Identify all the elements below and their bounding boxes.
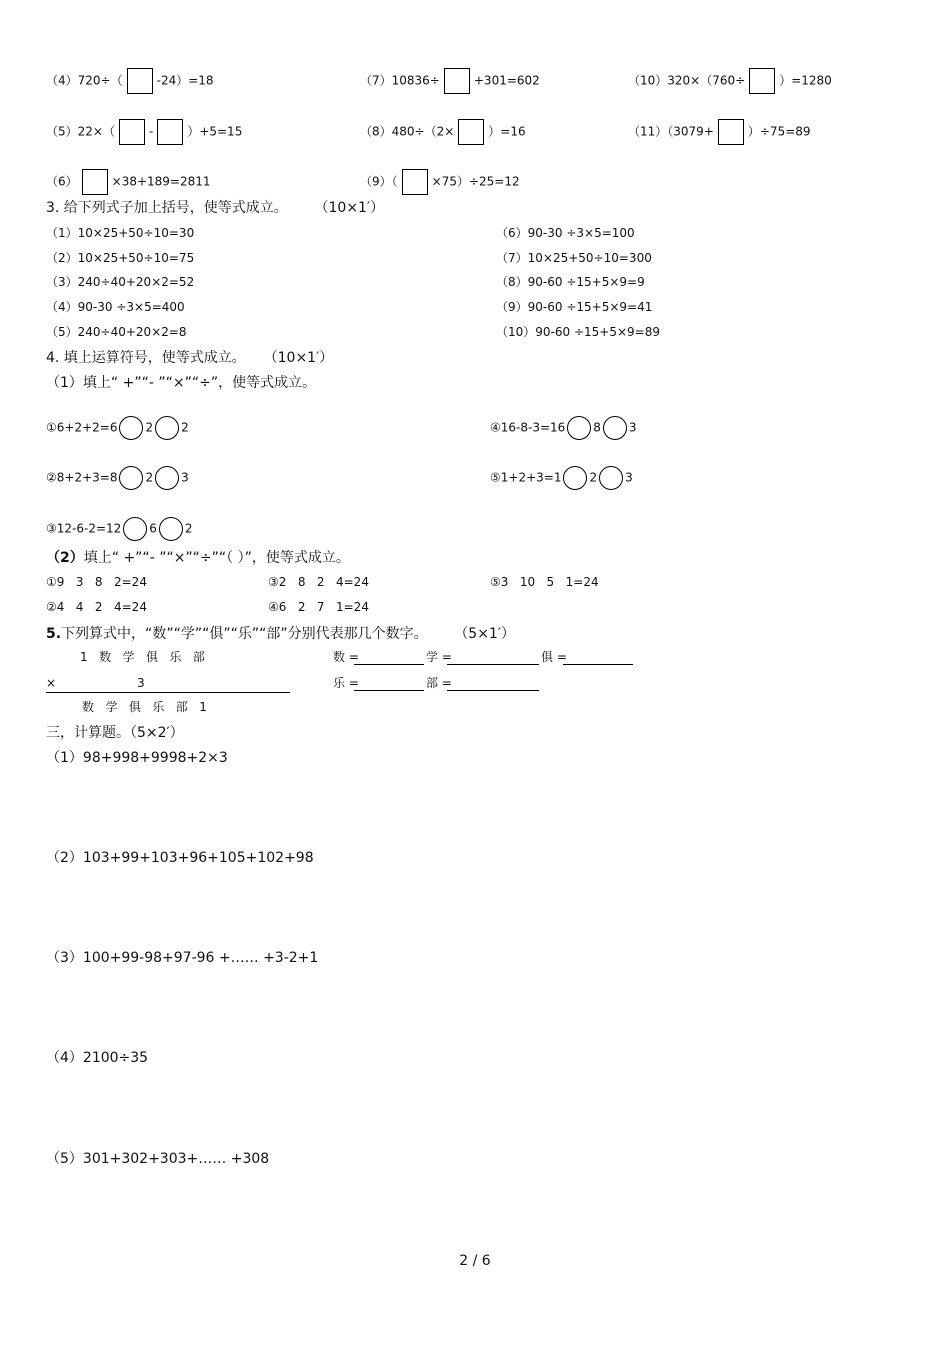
- puzzle-4: ④6 2 7 1=24: [268, 600, 369, 614]
- operator-circle[interactable]: [159, 517, 183, 541]
- sec3-item: （4）90-30 ÷3×5=400: [46, 300, 185, 314]
- q7-text-b: +301=602: [473, 73, 540, 88]
- sec3-item: （6）90-30 ÷3×5=100: [496, 226, 635, 240]
- operator-circle[interactable]: [599, 466, 623, 490]
- q4-text-b: -24）=18: [156, 73, 214, 88]
- operator-circle[interactable]: [119, 416, 143, 440]
- circle-eq-2-mid: 2: [145, 470, 154, 485]
- le-label: 乐 =: [333, 676, 359, 690]
- q4: [46, 68, 214, 94]
- answer-box[interactable]: [718, 119, 744, 145]
- operator-circle[interactable]: [123, 517, 147, 541]
- sec4-sub2: [46, 550, 350, 566]
- shu-answer-blank[interactable]: [354, 664, 424, 665]
- answer-box[interactable]: [127, 68, 153, 94]
- q5-text-c: ）+5=15: [187, 124, 243, 139]
- circle-eq-1: [46, 416, 189, 440]
- answer-box[interactable]: [119, 119, 145, 145]
- circle-eq-5: [490, 466, 633, 490]
- sec4-sub2-num: （2）: [46, 550, 84, 566]
- circle-eq-3-left: ③12-6-2=12: [46, 521, 122, 536]
- calc-item: （4）2100÷35: [46, 1050, 149, 1066]
- xue-label: 学 =: [426, 650, 452, 664]
- q8: [360, 119, 526, 145]
- circle-eq-4-end: 3: [628, 420, 637, 435]
- sec5-num: 5.: [46, 626, 62, 642]
- puzzle-1: ①9 3 8 2=24: [46, 575, 147, 589]
- answer-box[interactable]: [402, 169, 428, 195]
- sec5-title: [46, 626, 515, 642]
- sec3-score: （10×1′）: [314, 200, 385, 216]
- q10: [628, 68, 832, 94]
- q5-text-a: （5）22×（: [46, 124, 115, 139]
- le-answer-blank[interactable]: [354, 690, 424, 691]
- answer-box[interactable]: [444, 68, 470, 94]
- q11-text-b: ）÷75=89: [747, 124, 811, 139]
- puzzle-row-1: 1 数 学 俱 乐 部: [80, 650, 205, 664]
- sec3-item: （9）90-60 ÷15+5×9=41: [496, 300, 653, 314]
- circle-eq-3: [46, 517, 193, 541]
- operator-circle[interactable]: [155, 466, 179, 490]
- q8-text-a: （8）480÷（2×: [360, 124, 455, 139]
- sec3-item: （2）10×25+50÷10=75: [46, 251, 195, 265]
- circle-eq-2-left: ②8+2+3=8: [46, 470, 118, 485]
- circle-eq-4-left: ④16-8-3=16: [490, 420, 566, 435]
- circle-eq-5-mid: 2: [589, 470, 598, 485]
- multiplier: 3: [137, 676, 145, 690]
- sec3-title-text: 3. 给下列式子加上括号，使等式成立。: [46, 200, 288, 216]
- circle-eq-5-left: ⑤1+2+3=1: [490, 470, 562, 485]
- q11: [628, 119, 811, 145]
- operator-circle[interactable]: [603, 416, 627, 440]
- q10-text-b: ）=1280: [779, 73, 832, 88]
- q9-text-a: （9）（: [360, 174, 398, 189]
- sec4-sub2-text: 填上“ +”“- ”“×”“÷”“（ ）”，使等式成立。: [83, 550, 350, 566]
- puzzle-2: ②4 4 2 4=24: [46, 600, 147, 614]
- bu-answer-blank[interactable]: [447, 690, 539, 691]
- ju-label: 俱 =: [541, 650, 567, 664]
- answer-box[interactable]: [82, 169, 108, 195]
- sec4-score: （10×1′）: [263, 350, 334, 366]
- calc-item: （2）103+99+103+96+105+102+98: [46, 850, 314, 866]
- calc-title: 三，计算题。（5×2′）: [46, 725, 184, 741]
- operator-circle[interactable]: [567, 416, 591, 440]
- sec4-title-text: 4. 填上运算符号，使等式成立。: [46, 350, 246, 366]
- q11-text-a: （11）（3079+: [628, 124, 714, 139]
- q7: [360, 68, 540, 94]
- q4-text-a: （4）720÷（: [46, 73, 123, 88]
- sec3-item: （8）90-60 ÷15+5×9=9: [496, 275, 645, 289]
- operator-circle[interactable]: [119, 466, 143, 490]
- q6-text-a: （6）: [46, 174, 78, 189]
- circle-eq-2: [46, 466, 189, 490]
- sec3-title: [46, 200, 384, 216]
- answer-box[interactable]: [749, 68, 775, 94]
- calc-item: （3）100+99-98+97-96 +…… +3-2+1: [46, 950, 319, 966]
- circle-eq-3-end: 2: [184, 521, 193, 536]
- puzzle-3: ③2 8 2 4=24: [268, 575, 369, 589]
- sec3-item: （1）10×25+50÷10=30: [46, 226, 195, 240]
- multiplication-rule: [46, 692, 290, 693]
- q5: [46, 119, 242, 145]
- circle-eq-1-end: 2: [181, 420, 189, 435]
- ju-answer-blank[interactable]: [563, 664, 633, 665]
- circle-eq-1-mid: 2: [145, 420, 154, 435]
- page-number: 2 / 6: [459, 1253, 491, 1269]
- operator-circle[interactable]: [155, 416, 179, 440]
- bu-label: 部 =: [426, 676, 452, 690]
- circle-eq-4-mid: 8: [593, 420, 601, 435]
- sec3-item: （5）240÷40+20×2=8: [46, 325, 187, 339]
- q5-text-b: -: [148, 124, 154, 139]
- circle-eq-4: [490, 416, 637, 440]
- q6: [46, 169, 211, 195]
- q9-text-b: ×75）÷25=12: [431, 174, 520, 189]
- sec5-score: （5×1′）: [454, 626, 516, 642]
- xue-answer-blank[interactable]: [447, 664, 539, 665]
- sec4-title: [46, 350, 333, 366]
- sec3-item: （7）10×25+50÷10=300: [496, 251, 652, 265]
- sec3-item: （3）240÷40+20×2=52: [46, 275, 195, 289]
- operator-circle[interactable]: [563, 466, 587, 490]
- calc-item: （1）98+998+9998+2×3: [46, 750, 228, 766]
- q9: [360, 169, 520, 195]
- circle-eq-5-end: 3: [625, 470, 633, 485]
- sec5-title-text: 下列算式中，“数”“学”“俱”“乐”“部”分别代表那几个数字。: [61, 626, 428, 642]
- calc-item: （5）301+302+303+…… +308: [46, 1151, 270, 1167]
- answer-box[interactable]: [157, 119, 183, 145]
- answer-box[interactable]: [458, 119, 484, 145]
- q10-text-a: （10）320×（760÷: [628, 73, 746, 88]
- circle-eq-3-mid: 6: [149, 521, 157, 536]
- q7-text-a: （7）10836÷: [360, 73, 440, 88]
- circle-eq-1-left: ①6+2+2=6: [46, 420, 118, 435]
- puzzle-5: ⑤3 10 5 1=24: [490, 575, 599, 589]
- sec3-item: （10）90-60 ÷15+5×9=89: [496, 325, 660, 339]
- times-sign: ×: [46, 676, 57, 690]
- sec4-sub1: （1）填上“ +”“- ”“×”“÷”，使等式成立。: [46, 375, 317, 391]
- q8-text-b: ）=16: [488, 124, 526, 139]
- circle-eq-2-end: 3: [181, 470, 189, 485]
- q6-text-b: ×38+189=2811: [111, 174, 211, 189]
- shu-label: 数 =: [333, 650, 359, 664]
- puzzle-row-3: 数 学 俱 乐 部 1: [82, 700, 207, 714]
